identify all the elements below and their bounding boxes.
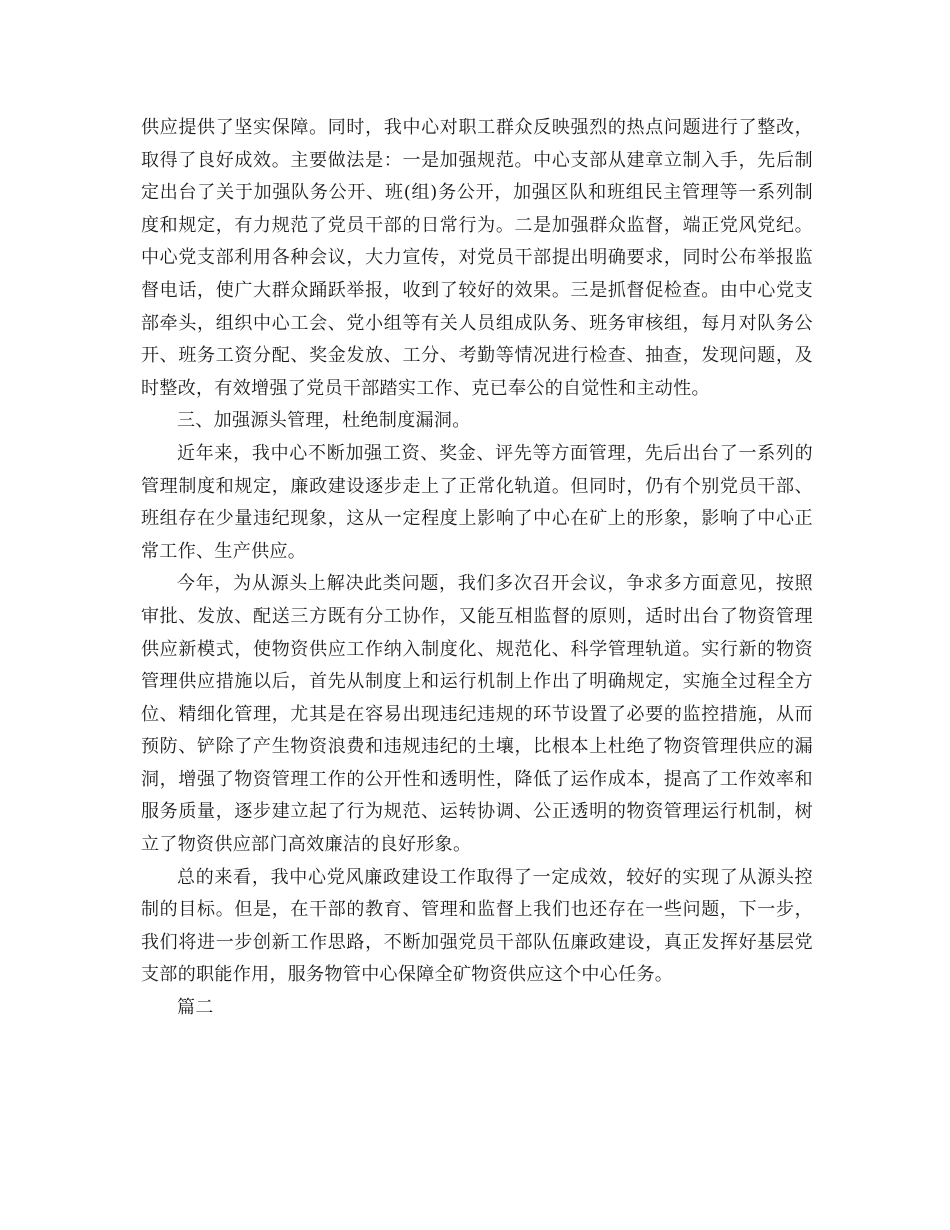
paragraph: 今年，为从源头上解决此类问题，我们多次召开会议，争求多方面意见，按照审批、发放、配送三方既有分工协作，又能互相监督的原则，适时出台了物资管理供应新模式，使物资供应工作纳入制度化、规范化、科学管理轨道。实行新的物资管理供应措施以后，首先从制度上和运行机制上作出了明确规定，实施全过程全方位、精细化管理，尤其是在容易出现违纪违规的环节设置了必要的监控措施，从而预防、铲除了产生物资浪费和违规违纪的土壤，比根本上杜绝了物资管理供应的漏洞，增强了物资管理工作的公开性和透明性，降低了运作成本，提高了工作效率和服务质量，逐步建立起了行为规范、运转协调、公正透明的物资管理运行机制，树立了物资供应部门高效廉洁的良好形象。 (141, 573, 813, 856)
paragraph: 总的来看，我中心党风廉政建设工作取得了一定成效，较好的实现了从源头控制的目标。但是，在干部的教育、管理和监督上我们也还存在一些问题，下一步，我们将进一步创新工作思路，不断加强党员干部队伍廉政建设，真正发挥好基层党支部的职能作用，服务物管中心保障全矿物资供应这个中心任务。 (141, 866, 813, 986)
paragraph-continuation: 供应提供了坚实保障。同时，我中心对职工群众反映强烈的热点问题进行了整改，取得了良好成效。主要做法是：一是加强规范。中心支部从建章立制入手，先后制定出台了关于加强队务公开、班(组)务公开，加强区队和班组民主管理等一系列制度和规定，有力规范了党员干部的日常行为。二是加强群众监督，端正党风党纪。中心党支部利用各种会议，大力宣传，对党员干部提出明确要求，同时公布举报监督电话，使广大群众踊跃举报，收到了较好的效果。三是抓督促检查。由中心党支部牵头，组织中心工会、党小组等有关人员组成队务、班务审核组，每月对队务公开、班务工资分配、奖金发放、工分、考勤等情况进行检查、抽查，发现问题，及时整改，有效增强了党员干部踏实工作、克已奉公的自觉性和主动性。 (141, 117, 813, 399)
part-heading: 篇二 (177, 997, 214, 1019)
paragraph: 近年来，我中心不断加强工资、奖金、评先等方面管理，先后出台了一系列的管理制度和规定，廉政建设逐步走上了正常化轨道。但同时，仍有个别党员干部、班组存在少量违纪现象，这从一定程度上影响了中心在矿上的形象，影响了中心正常工作、生产供应。 (141, 442, 813, 562)
section-heading: 三、加强源头管理，杜绝制度漏洞。 (177, 410, 471, 432)
document-body (141, 112, 813, 1025)
